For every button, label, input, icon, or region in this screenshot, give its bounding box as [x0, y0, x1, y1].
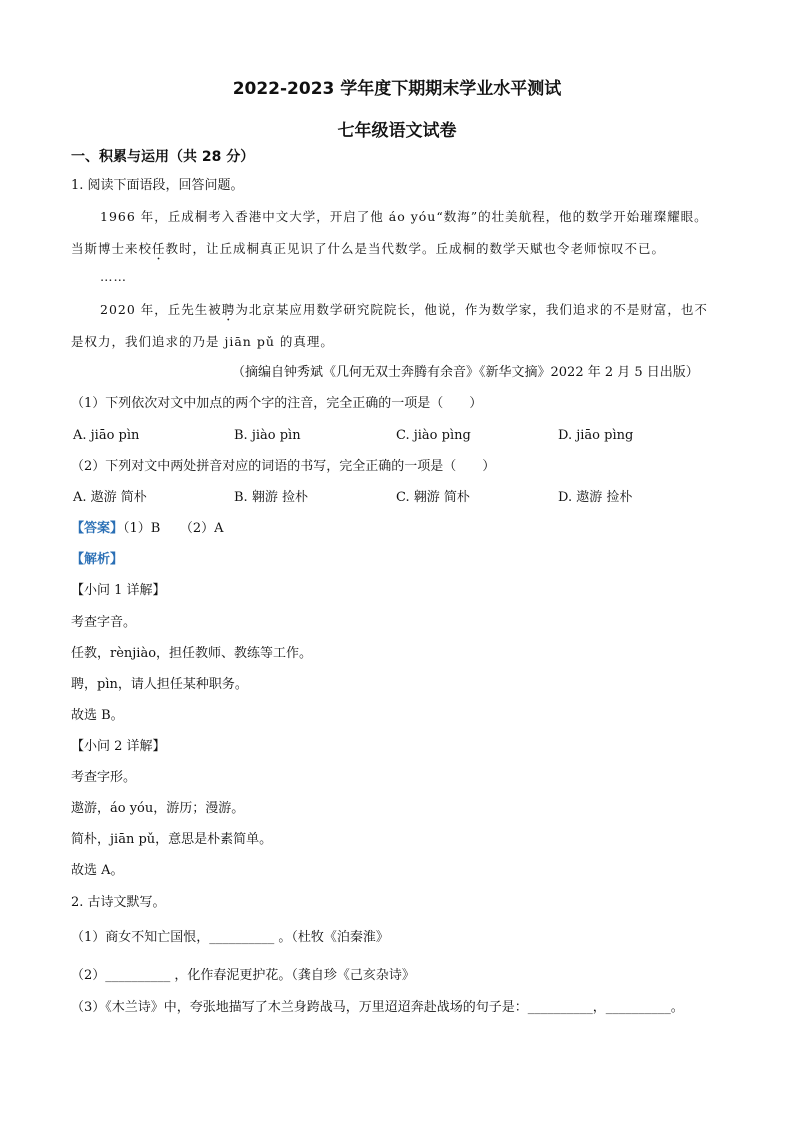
sub-question-2: （2）下列对文中两处拼音对应的词语的书写，完全正确的一项是（ ）: [71, 459, 496, 474]
option-b: B. jiào pìn: [234, 428, 301, 443]
question-2-stem: 2. 古诗文默写。: [71, 895, 166, 910]
dotted-char-pin: 聘: [221, 302, 236, 317]
recitation-item-2: （2）__________ ，化作春泥更护花。（龚自珍《己亥杂诗》: [71, 968, 415, 983]
exam-title: 2022-2023 学年度下期期末学业水平测试: [232, 79, 562, 99]
analysis-text: 遨游，áo yóu，游历；漫游。: [71, 801, 245, 816]
recitation-item-3: （3）《木兰诗》中，夸张地描写了木兰身跨战马，万里迢迢奔赴战场的句子是：__________，__________。: [71, 1000, 684, 1015]
analysis-text: 考查字音。: [71, 615, 137, 630]
passage-p2-line2: 是权力，我们追求的乃是 jiān pǔ 的真理。: [71, 334, 334, 349]
answer-text: （1）B （2）A: [123, 521, 224, 536]
analysis-text: 简朴，jiān pǔ，意思是朴素简单。: [71, 832, 273, 847]
option-a: A. 遨游 简朴: [73, 490, 147, 505]
exam-subtitle: 七年级语文试卷: [337, 121, 457, 141]
sub-question-1: （1）下列依次对文中加点的两个字的注音，完全正确的一项是（ ）: [71, 396, 483, 411]
section-heading: 一、积累与运用（共 28 分）: [71, 149, 255, 165]
passage-text: 为北京某应用数学研究院院长，他说，作为数学家，我们追求的不是财富，也不: [235, 302, 708, 317]
option-a: A. jiāo pìn: [73, 428, 140, 443]
passage-text: 当斯博士来校: [71, 241, 153, 256]
passage-text: 教时，让丘成桐真正见识了什么是当代数学。丘成桐的数学天赋也令老师惊叹不已。: [165, 241, 666, 256]
answer-line: [71, 520, 224, 538]
analysis-part2-heading: 【小问 2 详解】: [71, 739, 166, 754]
option-b: B. 翱游 捡朴: [234, 490, 308, 505]
passage-ellipsis: ……: [100, 269, 127, 284]
passage-text: 2020 年，丘先生被: [100, 302, 222, 317]
analysis-part1-heading: 【小问 1 详解】: [71, 583, 166, 598]
passage-p2-line1: [100, 301, 708, 324]
passage-p1-line2: [71, 240, 665, 263]
option-d: D. jiāo pìng: [558, 428, 634, 443]
analysis-text: 故选 A。: [71, 863, 124, 878]
recitation-item-1: （1）商女不知亡国恨，__________ 。（杜牧《泊秦淮》: [71, 930, 389, 945]
analysis-text: 聘，pìn，请人担任某种职务。: [71, 677, 248, 692]
option-d: D. 遨游 捡朴: [558, 490, 633, 505]
passage-source: （摘编自钟秀斌《几何无双士奔腾有余音》《新华文摘》2022 年 2 月 5 日出版）: [232, 365, 699, 380]
answer-tag: 【答案】: [71, 521, 124, 536]
question-1-stem: 1. 阅读下面语段，回答问题。: [71, 178, 244, 193]
option-c: C. 翱游 简朴: [396, 490, 470, 505]
option-c: C. jiào pìng: [396, 428, 471, 443]
passage-p1-line1: 1966 年，丘成桐考入香港中文大学，开启了他 áo yóu“数海”的壮美航程，他的数学开始璀璨耀眼。: [100, 209, 708, 224]
analysis-text: 考查字形。: [71, 770, 137, 785]
analysis-tag: 【解析】: [71, 552, 124, 567]
analysis-text: 故选 B。: [71, 708, 124, 723]
analysis-text: 任教，rènjiào，担任教师、教练等工作。: [71, 646, 313, 661]
dotted-char-ren: 任: [152, 241, 166, 256]
